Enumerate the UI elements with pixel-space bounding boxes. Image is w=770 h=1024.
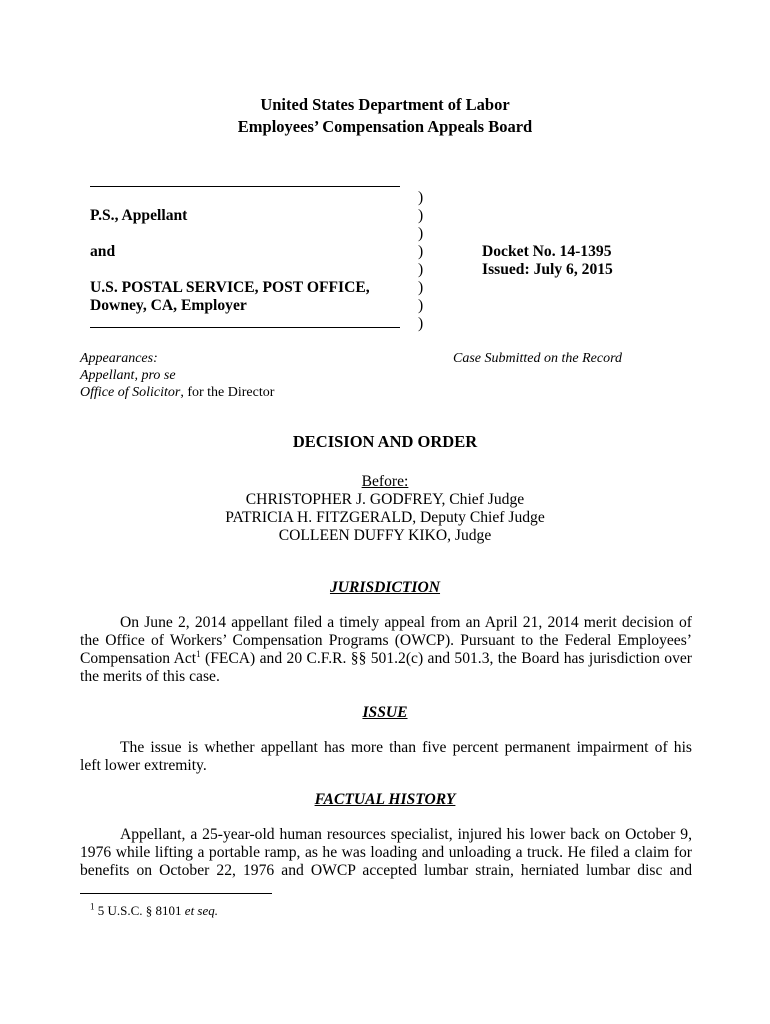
caption-paren: ) [418, 297, 424, 314]
appearance-solicitor: Office of Solicitor, for the Director [80, 385, 275, 400]
caption-paren: ) [418, 279, 424, 296]
paragraph-line: Appellant, a 25-year-old human resources specialist, injured his lower back on October 9, [120, 826, 692, 843]
before-label: Before: [361, 473, 409, 490]
submission-note: Case Submitted on the Record [453, 351, 623, 366]
history-paragraph [80, 826, 692, 880]
factual-history-heading: FACTUAL HISTORY [314, 791, 456, 808]
decision-title: DECISION AND ORDER [292, 432, 478, 451]
docket-number: Docket No. 14-1395 [482, 243, 612, 260]
caption-paren: ) [418, 315, 424, 332]
caption-paren: ) [418, 207, 424, 224]
footnote-rule [80, 893, 272, 894]
agency-title: United States Department of Labor [260, 95, 510, 114]
and-label: and [90, 243, 116, 260]
footnote: $^1$ 5 U.S.C. § 8101 et seq. [90, 901, 219, 918]
caption-bottom-rule [90, 327, 400, 328]
jurisdiction-paragraph [80, 614, 692, 686]
caption-paren: ) [418, 243, 424, 260]
board-title: Employees’ Compensation Appeals Board [237, 117, 533, 136]
footnote-ref: 1 [196, 648, 201, 659]
paragraph-line: left lower extremity. [80, 757, 207, 774]
jurisdiction-heading: JURISDICTION [329, 579, 441, 596]
issue-heading: ISSUE [362, 704, 408, 721]
caption-paren: ) [418, 225, 424, 242]
caption-paren: ) [418, 189, 424, 206]
issue-paragraph [80, 739, 692, 775]
paragraph-line: On June 2, 2014 appellant filed a timely appeal from an April 21, 2014 merit decision of [120, 614, 692, 631]
appearance-appellant: Appellant, pro se [80, 368, 176, 383]
paragraph-line: the Office of Workers’ Compensation Programs (OWCP). Pursuant to the Federal Employees’ [80, 632, 692, 649]
employer-line2: Downey, CA, Employer [90, 297, 247, 314]
judge-member: COLLEEN DUFFY KIKO, Judge [278, 527, 492, 544]
issued-date: Issued: July 6, 2015 [482, 261, 613, 278]
paragraph-line: 1976 while lifting a portable ramp, as he was loading and unloading a truck. He filed a claim for [80, 844, 692, 861]
paragraph-line: benefits on October 22, 1976 and OWCP accepted lumbar strain, herniated lumbar disc and [80, 862, 692, 879]
caption-top-rule [90, 186, 400, 187]
judge-deputy: PATRICIA H. FITZGERALD, Deputy Chief Judge [225, 509, 545, 526]
paragraph-line: the merits of this case. [80, 668, 220, 685]
employer-line1: U.S. POSTAL SERVICE, POST OFFICE, [90, 279, 370, 296]
paragraph-line: The issue is whether appellant has more than five percent permanent impairment of his [120, 739, 692, 756]
paragraph-line: Compensation Act$^1$ (FECA) and 20 C.F.R. §§ 501.2(c) and 501.3, the Board has jurisdiction over [80, 648, 692, 667]
caption-paren: ) [418, 261, 424, 278]
judge-chief: CHRISTOPHER J. GODFREY, Chief Judge [245, 491, 525, 508]
appearances-heading: Appearances: [80, 351, 158, 366]
appellant-name: P.S., Appellant [90, 207, 188, 224]
